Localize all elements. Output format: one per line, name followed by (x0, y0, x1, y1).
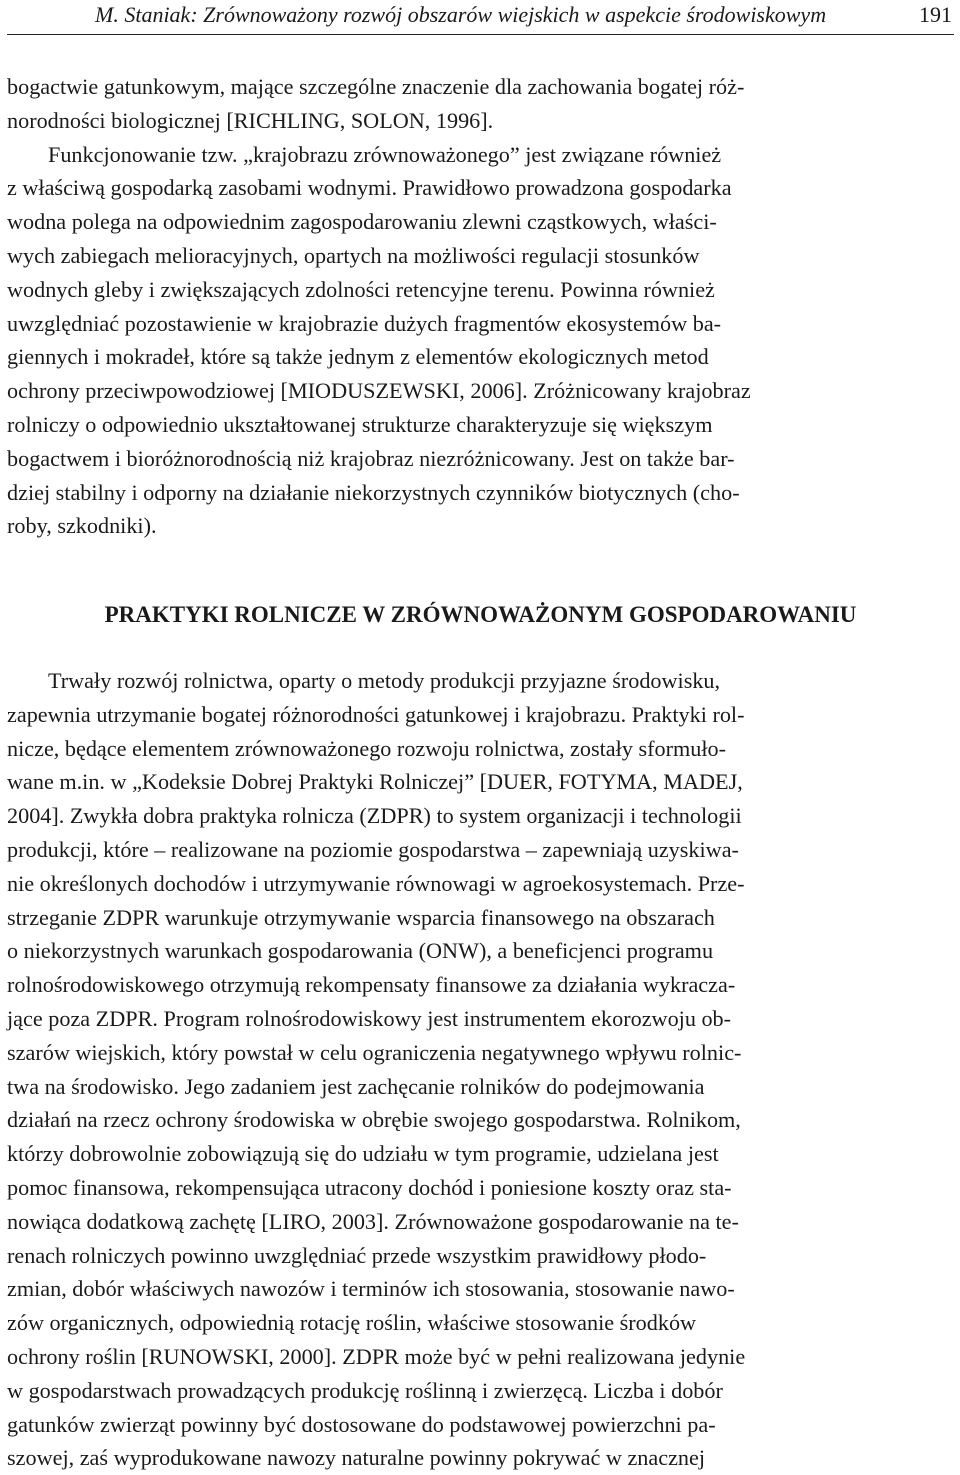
text-line: strzeganie ZDPR warunkuje otrzymywanie wsparcia finansowego na obszarach (7, 904, 715, 930)
intro-paragraphs (7, 70, 954, 543)
text-line: wodnych gleby i zwiększających zdolności retencyjne terenu. Powinna również (7, 276, 715, 302)
text-line: bogactwem i bioróżnorodnością niż krajobraz niezróżnicowany. Jest on także bar- (7, 445, 735, 471)
text-line: szarów wiejskich, który powstał w celu ograniczenia negatywnego wpływu rolnic- (7, 1039, 742, 1065)
text-line: norodności biologicznej [RICHLING, SOLON, 1996]. (7, 107, 494, 133)
text-line: zapewnia utrzymanie bogatej różnorodności gatunkowej i krajobrazu. Praktyki rol- (7, 701, 745, 727)
text-line: 2004]. Zwykła dobra praktyka rolnicza (ZDPR) to system organizacji i technologii (7, 803, 742, 829)
text-line: produkcji, które – realizowane na poziomie gospodarstwa – zapewniają uzyskiwa- (7, 836, 739, 862)
text-line: ochrony przeciwpowodziowej [MIODUSZEWSKI, 2006]. Zróżnicowany krajobraz (7, 378, 751, 404)
text-line: twa na środowisko. Jego zadaniem jest zachęcanie rolników do podejmowania (7, 1073, 705, 1099)
text-line: wodna polega na odpowiednim zagospodarowaniu zlewni cząstkowych, właści- (7, 209, 717, 235)
text-line: jące poza ZDPR. Program rolnośrodowiskowy jest instrumentem ekorozwoju ob- (7, 1005, 732, 1031)
text-line: rolnośrodowiskowego otrzymują rekompensaty finansowe za działania wykracza- (7, 972, 736, 998)
text-line: gatunków zwierząt powinny być dostosowane do podstawowej powierzchni pa- (7, 1411, 716, 1437)
section-heading: PRAKTYKI ROLNICZE W ZRÓWNOWAŻONYM GOSPODAROWANIU (104, 602, 857, 627)
text-line: szowej, zaś wyprodukowane nawozy naturalne powinny pokrywać w znacznej (7, 1445, 706, 1471)
section-paragraph (7, 664, 954, 1475)
text-line: dziej stabilny i odporny na działanie niekorzystnych czynników biotycznych (cho- (7, 479, 740, 505)
text-line: zmian, dobór właściwych nawozów i terminów ich stosowania, stosowanie nawo- (7, 1276, 735, 1302)
text-line: działań na rzecz ochrony środowiska w obrębie swojego gospodarstwa. Rolnikom, (7, 1107, 741, 1133)
text-line: nowiąca dodatkową zachętę [LIRO, 2003]. Zrównoważone gospodarowanie na te- (7, 1208, 739, 1234)
text-line: nicze, będące elementem zrównoważonego rozwoju rolnictwa, zostały sformuło- (7, 735, 726, 761)
text-line: ochrony roślin [RUNOWSKI, 2000]. ZDPR może być w pełni realizowana jedynie (7, 1343, 746, 1369)
text-line: roby, szkodniki). (7, 513, 157, 539)
text-line: wane m.in. w „Kodeksie Dobrej Praktyki Rolniczej” [DUER, FOTYMA, MADEJ, (7, 769, 743, 795)
running-header (7, 0, 954, 35)
page-number: 191 (919, 2, 952, 27)
text-line: Trwały rozwój rolnictwa, oparty o metody produkcji przyjazne środowisku, (48, 668, 721, 693)
text-line: renach rolniczych powinno uwzględniać przede wszystkim prawidłowy płodo- (7, 1242, 707, 1268)
text-line: rolniczy o odpowiednio ukształtowanej strukturze charakteryzuje się większym (7, 411, 713, 437)
text-line: Funkcjonowanie tzw. „krajobrazu zrównoważonego” jest związane również (48, 141, 722, 167)
text-line: nie określonych dochodów i utrzymywanie równowagi w agroekosystemach. Prze- (7, 870, 745, 896)
text-line: zów organicznych, odpowiednią rotację roślin, właściwe stosowanie środków (7, 1310, 697, 1336)
text-line: wych zabiegach melioracyjnych, opartych na możliwości regulacji stosunków (7, 242, 700, 268)
text-line: w gospodarstwach prowadzących produkcję roślinną i zwierzęcą. Liczba i dobór (7, 1377, 723, 1403)
text-line: z właściwą gospodarką zasobami wodnymi. Prawidłowo prowadzona gospodarka (7, 175, 732, 201)
text-line: uwzględniać pozostawienie w krajobrazie dużych fragmentów ekosystemów ba- (7, 310, 722, 336)
text-line: którzy dobrowolnie zobowiązują się do udziału w tym programie, udzielana jest (7, 1141, 719, 1167)
text-line: bogactwie gatunkowym, mające szczególne znaczenie dla zachowania bogatej róż- (7, 74, 745, 99)
text-line: giennych i mokradeł, które są także jednym z elementów ekologicznych metod (7, 344, 709, 370)
text-line: o niekorzystnych warunkach gospodarowania (ONW), a beneficjenci programu (7, 938, 714, 964)
text-line: pomoc finansowa, rekompensująca utracony dochód i poniesione koszty oraz sta- (7, 1174, 732, 1200)
running-header-title: M. Staniak: Zrównoważony rozwój obszarów wiejskich w aspekcie środowiskowym (95, 2, 827, 27)
